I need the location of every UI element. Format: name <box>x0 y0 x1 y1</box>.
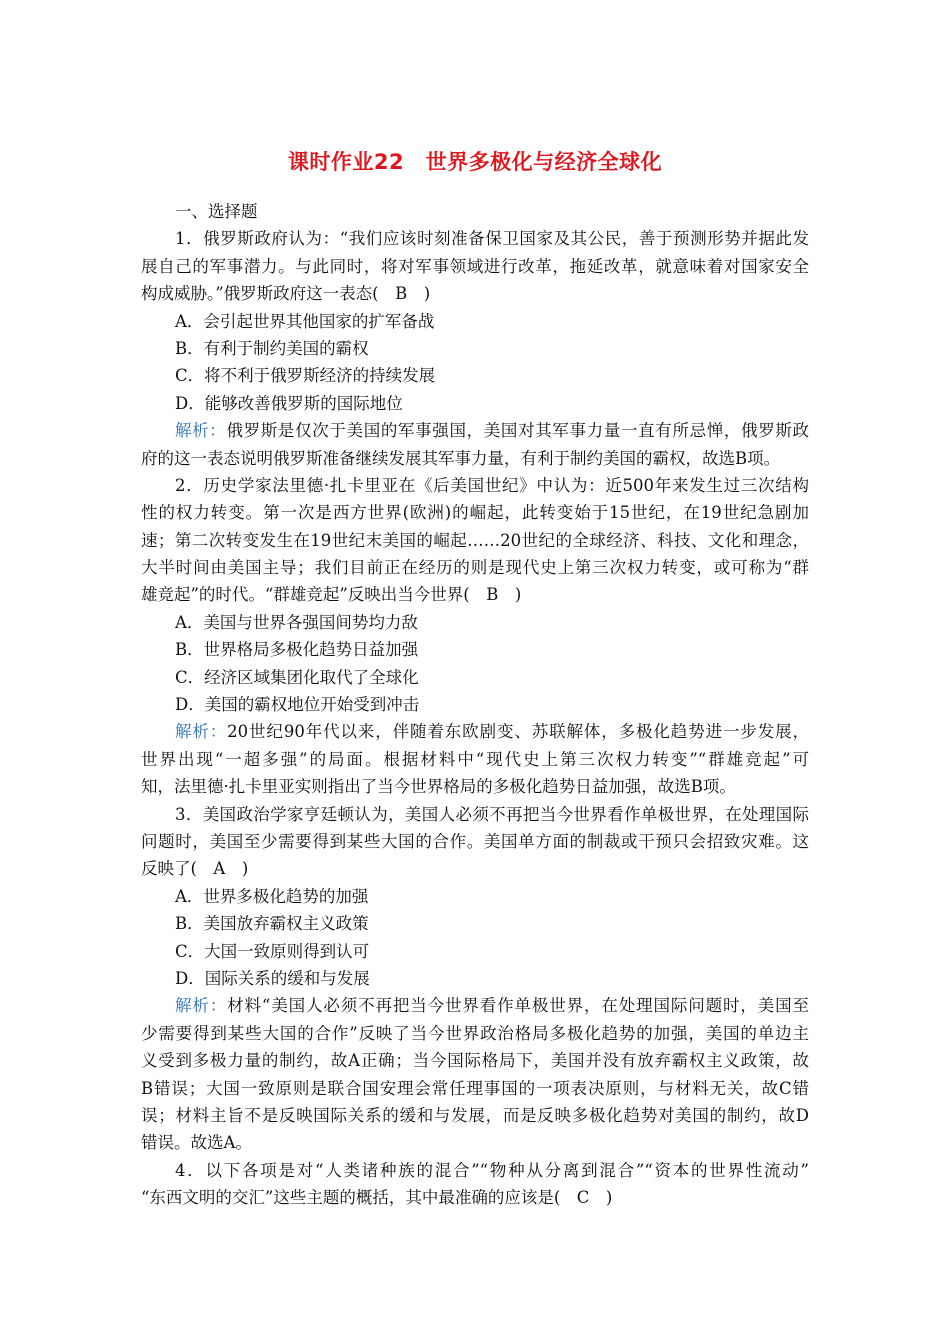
answer-option: A．美国与世界各强国间势均力敌 <box>175 612 418 632</box>
analysis-line: 知，法里德·扎卡里亚实则指出了当今世界格局的多极化趋势日益加强，故选B项。 <box>141 777 736 797</box>
analysis-label: 解析： <box>175 421 227 441</box>
question-stem-line: 反映了( A ) <box>141 859 249 879</box>
analysis-line: 义受到多极力量的制约，故A正确；当今国际格局下，美国并没有放弃霸权主义政策，故 <box>141 1051 809 1071</box>
question-stem-line: “东西文明的交汇”这些主题的概括，其中最准确的应该是( C ) <box>141 1188 613 1208</box>
document-body <box>141 198 809 1211</box>
question-stem-line: 大半时间由美国主导；我们目前正在经历的则是现代史上第三次权力转变，或可称为“群 <box>141 558 809 578</box>
answer-option: D．美国的霸权地位开始受到冲击 <box>175 695 420 715</box>
section-heading: 一、选择题 <box>175 202 258 221</box>
question-stem-line: 雄竞起”的时代。“群雄竞起”反映出当今世界( B ) <box>141 585 522 605</box>
analysis-line <box>141 992 809 1019</box>
question-stem-line: 展自己的军事潜力。与此同时，将对军事领域进行改革，拖延改革，就意味着对国家安全 <box>141 256 809 276</box>
answer-option: C．将不利于俄罗斯经济的持续发展 <box>175 366 436 386</box>
answer-option: B．美国放弃霸权主义政策 <box>175 914 369 934</box>
answer-option: D．能够改善俄罗斯的国际地位 <box>175 393 403 413</box>
analysis-text: 材料“美国人必须不再把当今世界看作单极世界，在处理国际问题时，美国至 <box>227 996 810 1016</box>
analysis-line <box>141 718 809 745</box>
analysis-line: 错误。故选A。 <box>141 1133 252 1153</box>
question-stem-line: 速；第二次转变发生在19世纪末美国的崛起……20世纪的全球经济、科技、文化和理念， <box>141 530 809 550</box>
answer-option: A．会引起世界其他国家的扩军备战 <box>175 311 435 331</box>
question-stem-line: 构成威胁。”俄罗斯政府这一表态( B ) <box>141 284 431 304</box>
answer-option: C．大国一致原则得到认可 <box>175 941 370 961</box>
question-stem-line: 3．美国政治学家亨廷顿认为，美国人必须不再把当今世界看作单极世界，在处理国际 <box>175 804 809 824</box>
answer-option: B．有利于制约美国的霸权 <box>175 338 369 358</box>
analysis-line: 误；材料主旨不是反映国际关系的缓和与发展，而是反映多极化趋势对美国的制约，故D <box>141 1105 809 1125</box>
analysis-text: 20世纪90年代以来，伴随着东欧剧变、苏联解体，多极化趋势进一步发展， <box>227 722 810 742</box>
question-stem-line: 2．历史学家法里德·扎卡里亚在《后美国世纪》中认为：近500年来发生过三次结构 <box>175 475 809 495</box>
analysis-line: 世界出现“一超多强”的局面。根据材料中“现代史上第三次权力转变”“群雄竞起”可 <box>141 749 809 769</box>
question-block <box>141 1157 809 1212</box>
analysis-label: 解析： <box>175 722 228 742</box>
analysis-label: 解析： <box>175 996 228 1016</box>
question-block <box>141 472 809 801</box>
answer-option: A．世界多极化趋势的加强 <box>175 886 369 906</box>
analysis-line: B错误；大国一致原则是联合国安理会常任理事国的一项表决原则，与材料无关，故C错 <box>141 1078 809 1098</box>
question-stem-line: 问题时，美国至少需要得到某些大国的合作。美国单方面的制裁或干预只会招致灾难。这 <box>141 831 809 851</box>
question-stem-line: 4．以下各项是对“人类诸种族的混合”“物种从分离到混合”“资本的世界性流动” <box>175 1160 809 1180</box>
analysis-line <box>141 417 809 444</box>
page-title: 课时作业22 世界多极化与经济全球化 <box>287 150 663 174</box>
question-stem-line: 1．俄罗斯政府认为：“我们应该时刻准备保卫国家及其公民，善于预测形势并据此发 <box>175 229 809 249</box>
analysis-text: 俄罗斯是仅次于美国的军事强国，美国对其军事力量一直有所忌惮，俄罗斯政 <box>226 421 810 441</box>
question-stem-line: 性的权力转变。第一次是西方世界(欧洲)的崛起，此转变始于15世纪，在19世纪急剧加 <box>141 503 809 523</box>
answer-option: D．国际关系的缓和与发展 <box>175 968 370 988</box>
analysis-line: 少需要得到某些大国的合作”反映了当今世界政治格局多极化趋势的加强，美国的单边主 <box>141 1023 809 1043</box>
question-block <box>141 225 809 472</box>
answer-option: B．世界格局多极化趋势日益加强 <box>175 640 419 660</box>
answer-option: C．经济区域集团化取代了全球化 <box>175 667 419 687</box>
question-block <box>141 801 809 1157</box>
analysis-line: 府的这一表态说明俄罗斯准备继续发展其军事力量，有利于制约美国的霸权，故选B项。 <box>141 448 781 468</box>
